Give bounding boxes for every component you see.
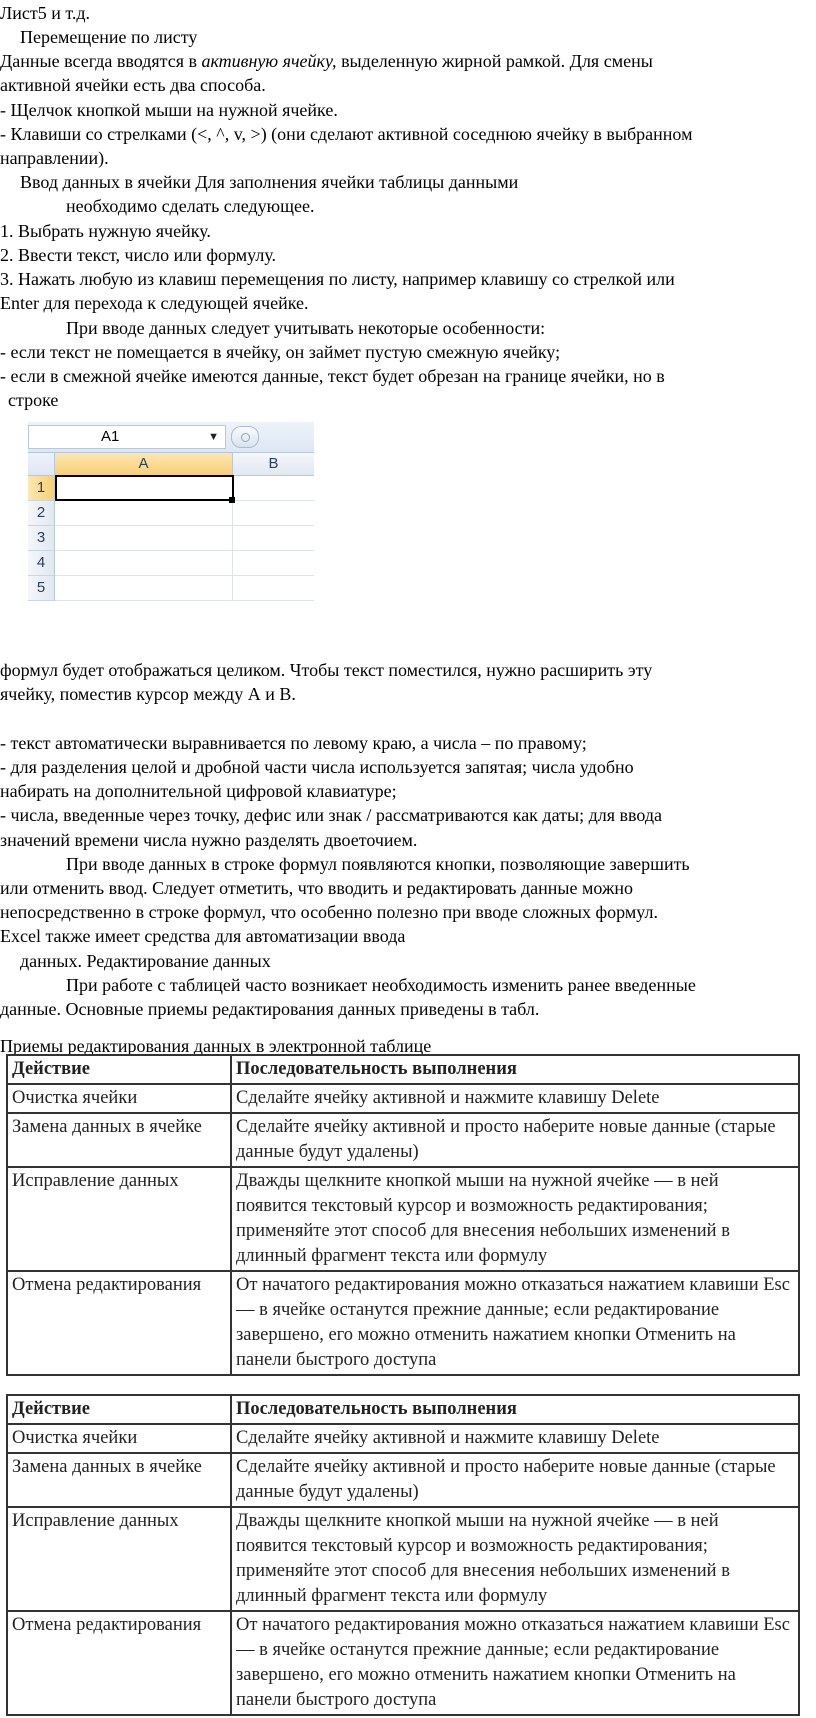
text-line: строке (8, 390, 59, 410)
table-caption: Приемы редактирования данных в электронной таблице (0, 1036, 432, 1056)
grid-cell (55, 526, 233, 551)
text-line: непосредственно в строке формул, что особенно полезно при вводе сложных формул. (0, 902, 658, 922)
select-all-corner (28, 453, 55, 476)
text-fragment: выделенную жирной рамкой. Для смены (336, 51, 653, 71)
table-row (7, 1271, 799, 1375)
editing-table-duplicate (6, 1394, 800, 1716)
table-cell-sequence: Сделайте ячейку активной и нажмите клавишу Delete (231, 1424, 799, 1453)
text-line: - Клавиши со стрелками (<, ^, v, >) (они сделают активной соседнюю ячейку в выбранном (0, 124, 693, 144)
table-cell-sequence: Дважды щелкните кнопкой мыши на нужной ячейке — в ней появится текстовый курсор и возможность редактирования; применяйте этот способ для внесения небольших изменений в длинный фрагмент текста или формулу (231, 1167, 799, 1271)
section-heading: данных. Редактирование данных (20, 951, 271, 971)
table-cell-sequence: Сделайте ячейку активной и нажмите клавишу Delete (231, 1084, 799, 1113)
table-cell-sequence: Сделайте ячейку активной и просто наберите новые данные (старые данные будут удалены) (231, 1453, 799, 1507)
table-cell-action: Очистка ячейки (7, 1424, 231, 1453)
text-line: При вводе данных следует учитывать некоторые особенности: (66, 318, 546, 338)
table-cell-action: Отмена редактирования (7, 1611, 231, 1715)
excel-screenshot (28, 422, 314, 612)
grid-cell (233, 476, 314, 501)
text-line: - числа, введенные через точку, дефис или знак / рассматриваются как даты; для ввода (0, 805, 662, 825)
fill-handle (229, 497, 235, 503)
column-header-a: A (55, 453, 233, 476)
row-header: 4 (28, 551, 55, 576)
text-line: набирать на дополнительной цифровой клавиатуре; (0, 781, 397, 801)
grid-cell (233, 551, 314, 576)
column-header-action: Действие (7, 1395, 231, 1424)
text-line: 3. Нажать любую из клавиш перемещения по листу, например клавишу со стрелкой или (0, 269, 675, 289)
text-line: Enter для перехода к следующей ячейке. (0, 293, 309, 313)
table-cell-sequence: От начатого редактирования можно отказаться нажатием клавиши Esc — в ячейке останутся прежние данные; если редактирование завершено, его можно отменить нажатием кнопки Отменить на панели быстрого доступа (231, 1271, 799, 1375)
text-line: или отменить ввод. Следует отметить, что вводить и редактировать данные можно (0, 878, 634, 898)
grid-cell (233, 501, 314, 526)
table-row (7, 1113, 799, 1167)
text-fragment: Данные всегда вводятся в (0, 51, 202, 71)
table-header-row (7, 1395, 799, 1424)
text-line: При вводе данных в строке формул появляются кнопки, позволяющие завершить (66, 854, 690, 874)
grid-cell (233, 526, 314, 551)
text-line: - Щелчок кнопкой мыши на нужной ячейке. (0, 100, 338, 120)
table-header-row (7, 1055, 799, 1084)
text-line: Excel также имеет средства для автоматизации ввода (0, 926, 406, 946)
text-line: необходимо сделать следующее. (66, 196, 315, 216)
chevron-down-icon: ▼ (208, 431, 219, 443)
table-cell-sequence: От начатого редактирования можно отказаться нажатием клавиши Esc — в ячейке останутся прежние данные; если редактирование завершено, его можно отменить нажатием кнопки Отменить на панели быстрого доступа (231, 1611, 799, 1715)
table-cell-action: Исправление данных (7, 1507, 231, 1611)
emphasis-text: активную ячейку, (201, 51, 337, 71)
table-cell-action: Исправление данных (7, 1167, 231, 1271)
formula-bar (28, 422, 314, 453)
grid-cell (55, 551, 233, 576)
section-heading: Ввод данных в ячейки Для заполнения ячейки таблицы данными (20, 172, 519, 192)
grid-cell (55, 501, 233, 526)
row-header: 2 (28, 501, 55, 526)
grid-cell (233, 576, 314, 601)
section-heading: Перемещение по листу (20, 27, 198, 47)
text-line: При работе с таблицей часто возникает необходимость изменить ранее введенные (66, 975, 696, 995)
text-line: - если в смежной ячейке имеются данные, текст будет обрезан на границе ячейки, но в (0, 366, 665, 386)
text-line: Лист5 и т.д. (0, 3, 90, 23)
text-line: ячейку, поместив курсор между А и В. (0, 684, 296, 704)
row-header: 5 (28, 576, 55, 601)
text-line: направлении). (0, 148, 109, 168)
table-cell-action: Замена данных в ячейке (7, 1453, 231, 1507)
table-row (7, 1424, 799, 1453)
table-row (7, 1167, 799, 1271)
column-header-sequence: Последовательность выполнения (231, 1055, 799, 1084)
table-cell-action: Отмена редактирования (7, 1271, 231, 1375)
text-line: формул будет отображаться целиком. Чтобы текст поместился, нужно расширить эту (0, 660, 653, 680)
table-cell-action: Замена данных в ячейке (7, 1113, 231, 1167)
name-box (28, 425, 226, 449)
text-line: значений времени числа нужно разделять двоеточием. (0, 830, 418, 850)
table-row (7, 1507, 799, 1611)
text-line: данные. Основные приемы редактирования данных приведены в табл. (0, 999, 540, 1019)
text-line: 2. Ввести текст, число или формулу. (0, 245, 277, 265)
formula-button-icon (231, 426, 259, 448)
active-cell-frame (55, 475, 234, 501)
table-cell-action: Очистка ячейки (7, 1084, 231, 1113)
column-header-action: Действие (7, 1055, 231, 1084)
column-header-b: B (233, 453, 314, 476)
table-cell-sequence: Дважды щелкните кнопкой мыши на нужной ячейке — в ней появится текстовый курсор и возможность редактирования; применяйте этот способ для внесения небольших изменений в длинный фрагмент текста или формулу (231, 1507, 799, 1611)
table-row (7, 1453, 799, 1507)
grid-cell (55, 576, 233, 601)
name-box-value: A1 (101, 428, 120, 445)
table-cell-sequence: Сделайте ячейку активной и просто наберите новые данные (старые данные будут удалены) (231, 1113, 799, 1167)
row-header: 1 (28, 476, 55, 501)
row-header: 3 (28, 526, 55, 551)
table-row (7, 1611, 799, 1715)
text-line: - если текст не помещается в ячейку, он займет пустую смежную ячейку; (0, 342, 561, 362)
text-line: - текст автоматически выравнивается по левому краю, а числа – по правому; (0, 733, 587, 753)
column-header-sequence: Последовательность выполнения (231, 1395, 799, 1424)
text-line (0, 50, 653, 72)
text-line: активной ячейки есть два способа. (0, 75, 266, 95)
text-line: - для разделения целой и дробной части числа используется запятая; числа удобно (0, 757, 634, 777)
text-line: 1. Выбрать нужную ячейку. (0, 221, 211, 241)
table-row (7, 1084, 799, 1113)
editing-table (6, 1054, 800, 1376)
